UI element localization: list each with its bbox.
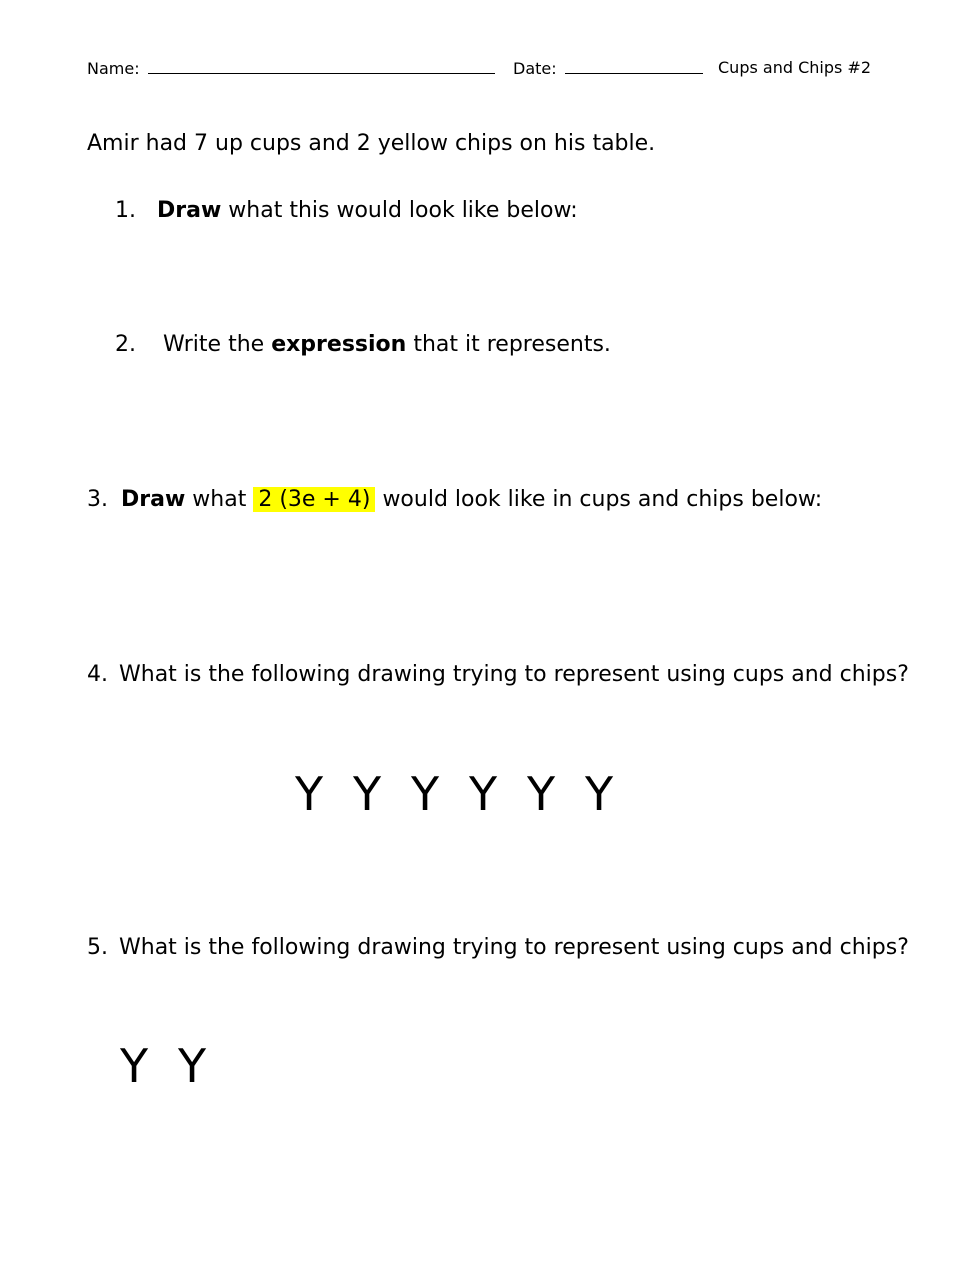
question-2 xyxy=(115,330,611,360)
name-field[interactable] xyxy=(87,57,495,80)
q1-number: 1. xyxy=(115,198,136,223)
chip-symbol: Y xyxy=(585,767,614,821)
chip-symbol: Y xyxy=(411,767,440,821)
q2-rest: that it represents. xyxy=(413,332,611,357)
q3-pre: what xyxy=(192,487,247,512)
question-4 xyxy=(87,660,909,690)
chip-symbol: Y xyxy=(527,767,556,821)
q5-drawing xyxy=(120,1040,236,1092)
q2-number: 2. xyxy=(115,332,136,357)
date-field[interactable] xyxy=(513,57,703,80)
q4-drawing xyxy=(295,768,643,820)
q3-rest: would look like in cups and chips below: xyxy=(382,487,823,512)
chip-symbol: Y xyxy=(178,1039,207,1093)
intro-text: Amir had 7 up cups and 2 yellow chips on his table. xyxy=(87,131,656,156)
name-label: Name: xyxy=(87,59,140,78)
question-3 xyxy=(87,485,822,515)
worksheet-title: Cups and Chips #2 xyxy=(718,58,871,77)
q5-text: What is the following drawing trying to represent using cups and chips? xyxy=(119,935,909,960)
q5-number: 5. xyxy=(87,935,108,960)
q1-rest: what this would look like below: xyxy=(228,198,578,223)
date-blank[interactable] xyxy=(565,57,703,74)
q1-bold: Draw xyxy=(157,198,222,223)
q3-bold: Draw xyxy=(121,487,186,512)
name-blank[interactable] xyxy=(148,57,495,74)
q2-bold: expression xyxy=(271,332,407,357)
q2-pre: Write the xyxy=(163,332,265,357)
question-1 xyxy=(115,196,578,226)
question-5 xyxy=(87,933,909,963)
chip-symbol: Y xyxy=(353,767,382,821)
chip-symbol: Y xyxy=(295,767,324,821)
q4-text: What is the following drawing trying to represent using cups and chips? xyxy=(119,662,909,687)
chip-symbol: Y xyxy=(120,1039,149,1093)
q4-number: 4. xyxy=(87,662,108,687)
date-label: Date: xyxy=(513,59,557,78)
chip-symbol: Y xyxy=(469,767,498,821)
q3-number: 3. xyxy=(87,487,108,512)
q3-expression-highlight: 2 (3e + 4) xyxy=(253,487,375,512)
